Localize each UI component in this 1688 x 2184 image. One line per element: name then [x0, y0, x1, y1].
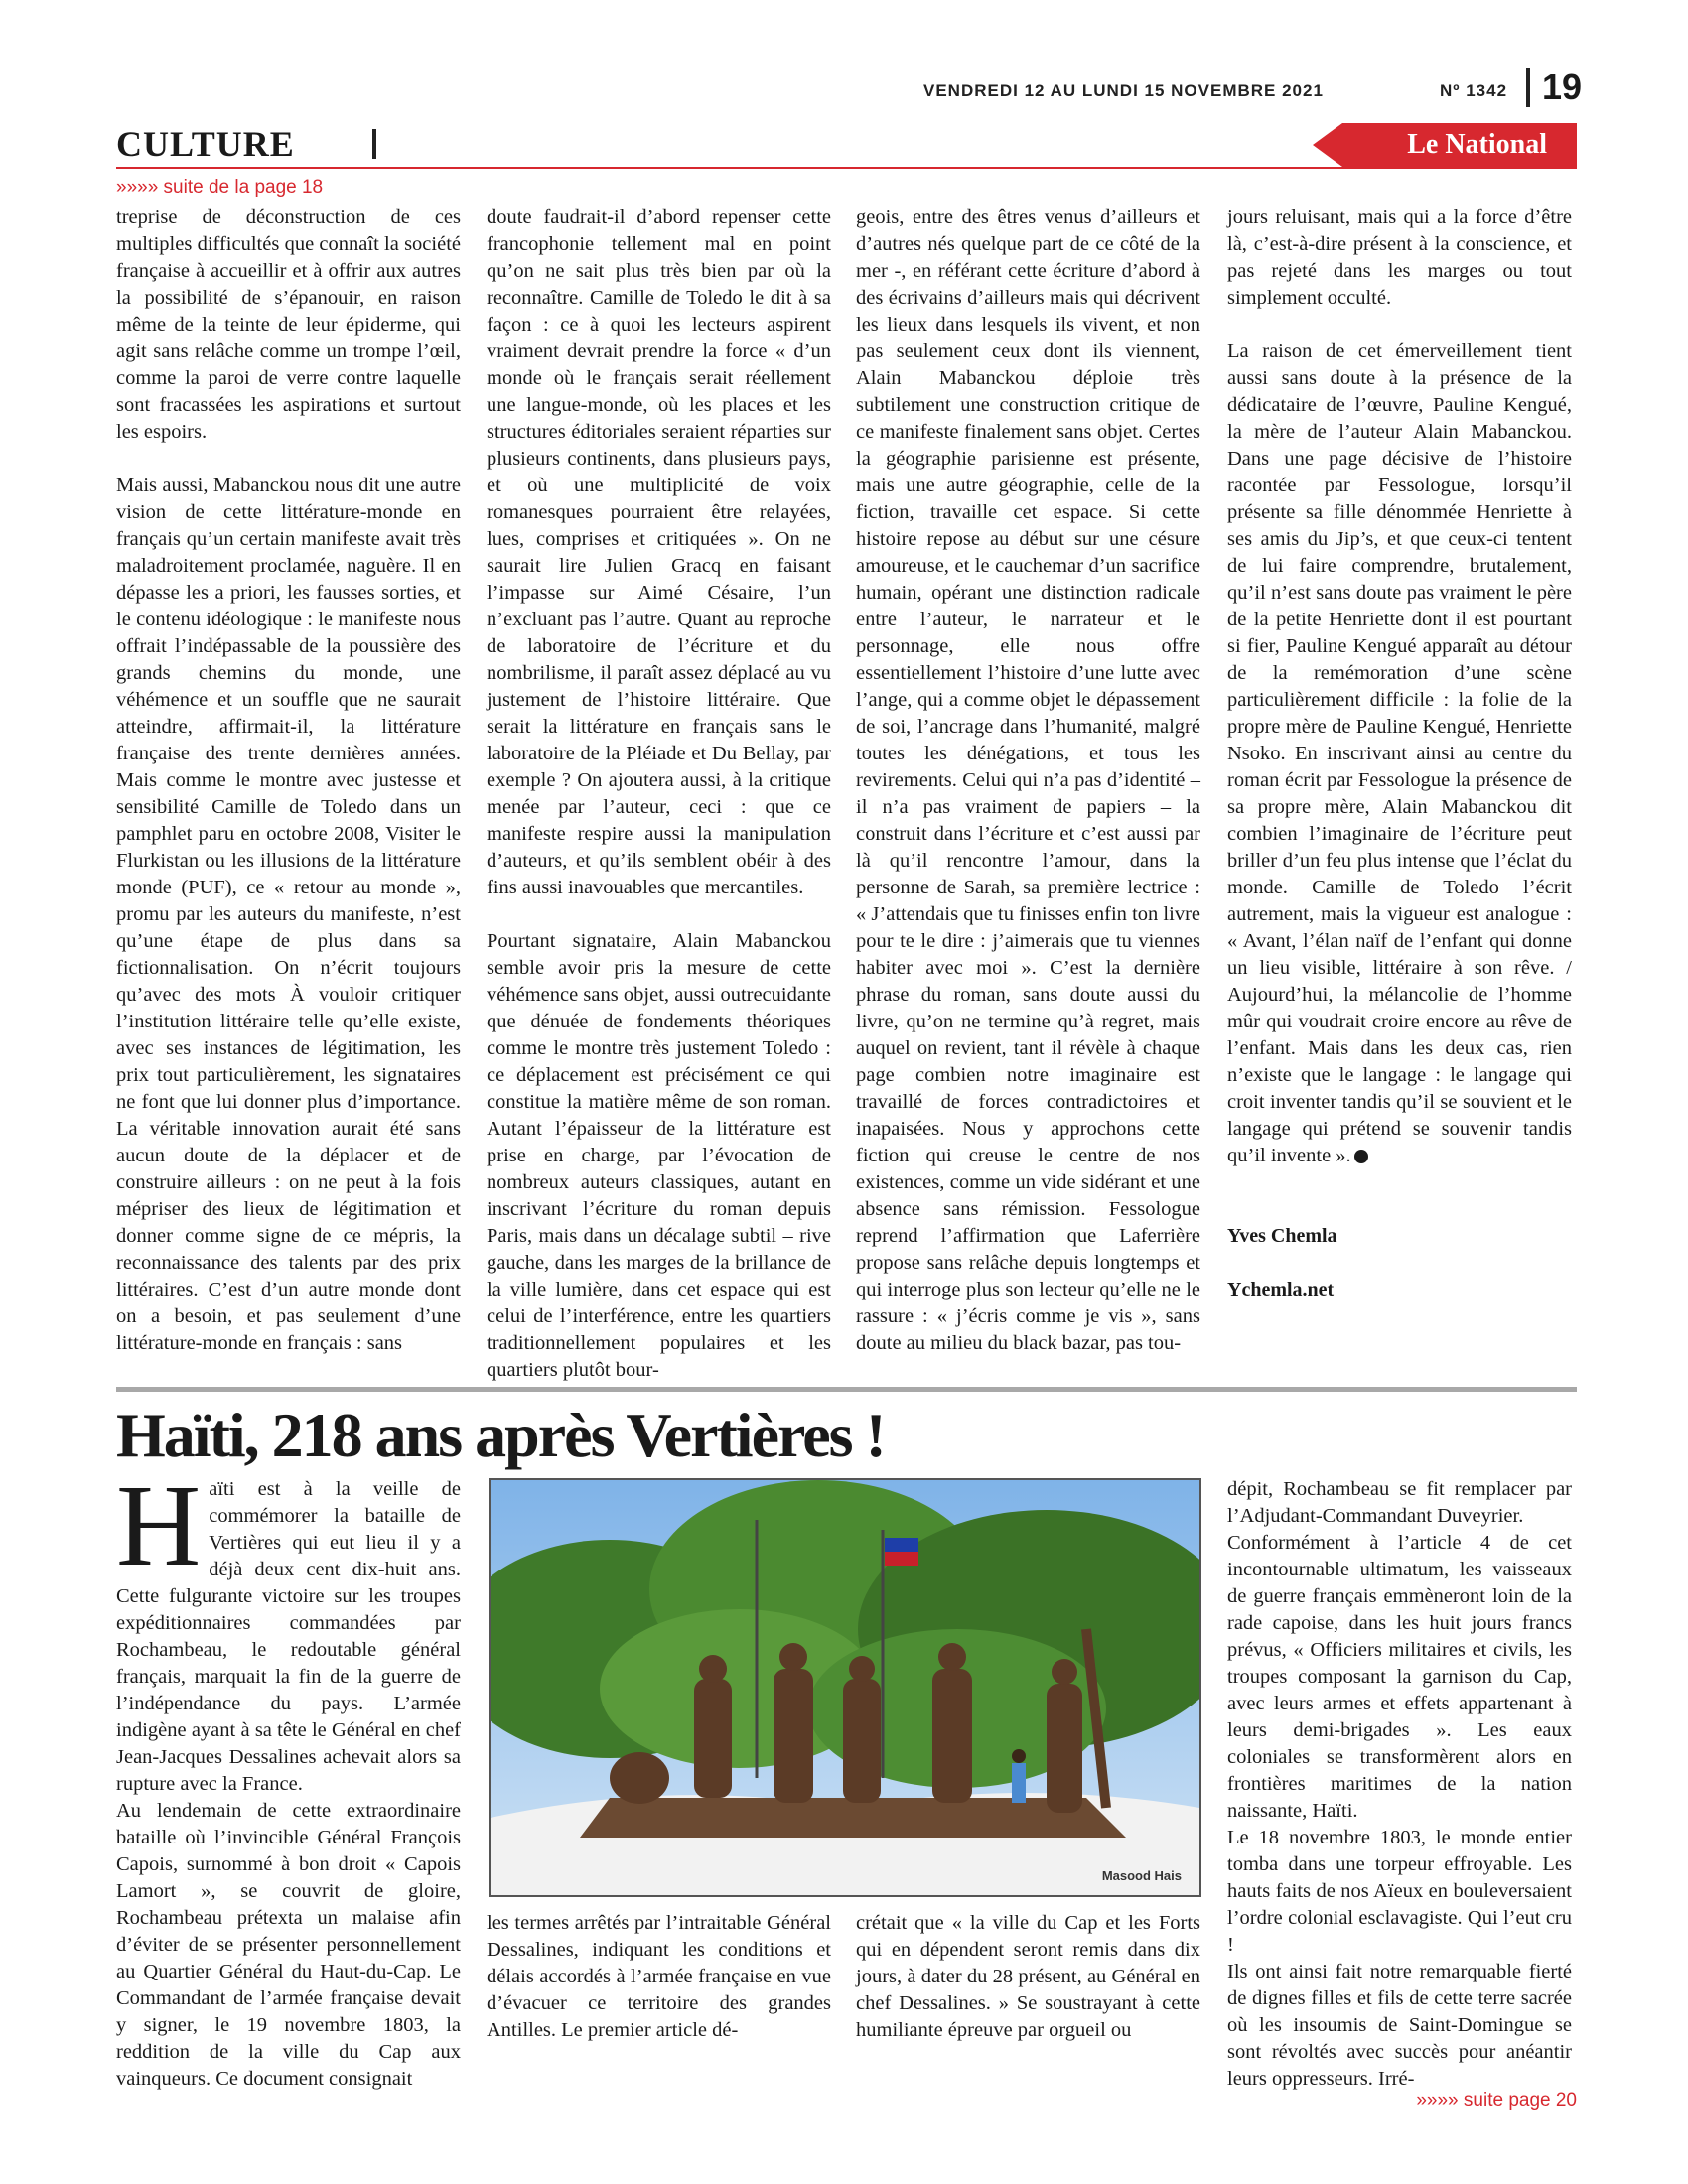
photo-credit: Masood Hais [1101, 1868, 1182, 1883]
bottom-article-col-4 [1227, 1476, 1572, 2093]
top-article-col-1 [116, 205, 461, 1357]
paragraph: Mais aussi, Mabanckou nous dit une autre vision de cette littérature-monde en français qu’un certain manifeste avait très maladroitement proclamée, naguère. Il en dépasse les a priori, les fausses sorties, et le contenu idéologique : le manifeste nous offrait l’indépassable de la poussière des grands chemins du monde, une véhémence et un souffle que ne saurait atteindre, affirmait-il, la littérature française des trente dernières années. Mais comme le montre avec justesse et sensibilité Camille de Toledo dans un pamphlet paru en octobre 2008, Visiter le Flurkistan ou les illusions de la littérature monde (PUF), ce « retour au monde », promu par les auteurs du manifeste, n’est qu’une étape de plus dans sa fictionnalisation. On n’écrit toujours qu’avec des mots À vouloir critiquer l’institution littéraire telle qu’elle existe, avec ses instances de légitimation, les prix tout particulièrement, les signataires ne font que lui donner plus d’importance. La véritable innovation aurait été sans aucun doute de la déplacer et de construire ailleurs : on ne peut à la fois mépriser des lieux de légitimation et donner comme signe de ce mépris, la reconnaissance des talents par des prix littéraires. C’est d’un autre monde dont on a besoin, et pas seulement d’une littérature-monde en français : sans [116, 475, 461, 1354]
paragraph: Ils ont ainsi fait notre remarquable fierté de dignes filles et fils de cette terre sacrée où les insoumis de Saint-Domingue se sont révoltés avec succès pour anéantir leurs oppresseurs. Irré- [1227, 1961, 1572, 2090]
header-rule [116, 167, 1577, 169]
paragraph-text: La raison de cet émerveillement tient aussi sans doute à la présence de la dédicataire de l’œuvre, Pauline Kengué, la mère de l’auteur Alain Mabanckou. Dans une page décisive de l’histoire racontée par Fessologue, lorsqu’il présente sa fille dénommée Henriette à ses amis du Jip’s, et que ceux-ci tentent de lui faire comprendre, brutalement, qu’il n’est sans doute pas vraiment le père de la petite Henriette dont il est pourtant si fier, Pauline Kengué apparaît au détour de la remémoration d’une scène particulièrement difficile : la folie de la propre mère de Pauline Kengué, Henriette Nsoko. En inscrivant ainsi au centre du roman écrit par Fessologue la présence de sa propre mère, Alain Mabanckou dit combien l’imaginaire de l’écriture peut briller d’un feu plus intense que l’éclat du monde. Camille de Toledo l’écrit autrement, mais la vigueur est analogue : « Avant, l’élan naïf de l’enfant qui donne un lieu visible, littéraire à son rêve. / Aujourd’hui, la mélancolie de l’homme mûr qui voudrait croire encore au rêve de l’enfant. Mais dans les deux cas, rien n’existe que le langage : le langage qui croit inventer tandis qu’il se souvient et le langage qui prétend se souvenir tandis qu’il invente ». [1227, 341, 1572, 1166]
drop-cap: H [116, 1460, 202, 1590]
paragraph: geois, entre des êtres venus d’ailleurs et d’autres nés quelque part de ce côté de la mer -, en référant cette écriture d’abord à des écrivains d’ailleurs mais qui décrivent les lieux dans lesquels ils vivent, et non pas seulement ceux dont ils viennent, Alain Mabanckou déploie très subtilement une construction critique de ce manifeste finalement sans objet. Certes la géographie parisienne est présente, mais une autre géographie, celle de la fiction, travaille cet espace. Si cette histoire repose au début sur une césure amoureuse, et le cauchemar d’un sacrifice humain, opérant une distinction radicale entre l’auteur, le narrateur et le personnage, elle nous offre essentiellement l’histoire d’une lutte avec l’ange, qui a comme objet le dépassement de soi, l’ancrage dans l’humanité, malgré toutes les dénégations, et tous les revirements. Celui qui n’a pas d’identité – il n’a pas vraiment de papiers – la construit dans l’écriture et c’est aussi par là qu’il rencontre l’amour, dans la personne de Sarah, sa première lectrice : « J’attendais que tu finisses enfin ton livre pour te le dire : j’aimerais que tu viennes habiter avec moi ». C’est la dernière phrase du roman, sans doute aussi du livre, qu’on ne termine qu’à regret, mais auquel on revient, tant il révèle à chaque page combien notre imaginaire est travaillé de forces contradictoires et inapaisées. Nous y approchons cette fiction qui creuse le centre de nos existences, comme un vide sidérant et une absence sans rémission. Fessologue reprend l’affirmation que Laferrière propose sans relâche depuis longtemps et qui interroge plus son lecteur qu’elle ne le rassure : « j’écris comme je vis », sans doute au milieu du black bazar, pas tou- [856, 206, 1200, 1354]
page-number: 19 [1526, 68, 1582, 107]
paragraph: jours reluisant, mais qui a la force d’être là, c’est-à-dire présent à la conscience, et pas rejeté dans les marges ou tout simplement occulté. [1227, 206, 1572, 309]
paragraph: Le 18 novembre 1803, le monde entier tomba dans une torpeur effroyable. Les hauts faits de nos Aïeux en bouleversaient l’ordre colonial esclavagiste. Qui l’eut cru ! [1227, 1827, 1572, 1956]
lead-paragraph [116, 1460, 461, 1798]
paragraph: Au lendemain de cette extraordinaire bataille où l’invincible Général François Capois, surnommé à bon droit « Capois Lamort », se couvrit de gloire, Rochambeau prétexta un malaise afin d’éviter de se présenter personnellement au Quartier Général du Haut-du-Cap. Le Commandant de l’armée française devait y signer, le 19 novembre 1803, la reddition de la ville du Cap aux vainqueurs. Ce document consignait [116, 1800, 461, 2090]
end-of-article-icon [1354, 1150, 1368, 1163]
brand-logo: Le National [1342, 123, 1577, 167]
paragraph: Conformément à l’article 4 de cet incontournable ultimatum, les vaisseaux de guerre français emmèneront loin de la rade capoise, dans les huit jours francs prévus, « Officiers militaires et civils, les troupes composant la garnison du Cap, avec leurs armes et effets appartenant à leurs demi-brigades ». Les eaux coloniales se transformèrent alors en frontières maritimes de la nation naissante, Haïti. [1227, 1532, 1572, 1822]
brand-tab-shape [1313, 123, 1342, 167]
top-article-col-4 [1227, 205, 1572, 1303]
continued-to-link[interactable]: »»»» suite page 20 [1416, 2090, 1577, 2111]
paragraph-with-endmark [1227, 339, 1572, 1169]
bottom-article-col-2 [487, 1910, 831, 2044]
date-text: VENDREDI 12 AU LUNDI 15 NOVEMBRE 2021 [923, 81, 1324, 100]
top-article-col-2 [487, 205, 831, 1384]
paragraph-text: aïti est à la veille de commémorer la bataille de Vertières qui eut lieu il y a déjà deux cent dix-huit ans. Cette fulgurante victoire sur les troupes expéditionnaires commandées par Rochambeau, le redoutable général français, marquait la fin de la guerre de l’indépendance du pays. L’armée indigène ayant à sa tête le Général en chef Jean-Jacques Dessalines achevait alors sa rupture avec la France. [116, 1478, 461, 1795]
section-title: CULTURE [116, 124, 295, 164]
article-headline: Haïti, 218 ans après Vertières ! [116, 1400, 885, 1470]
author-name: Yves Chemla [1227, 1225, 1337, 1247]
header-date-line [923, 81, 1509, 101]
monument-photo [489, 1478, 1201, 1897]
section-divider [372, 129, 376, 159]
article-divider [116, 1387, 1577, 1392]
top-article-col-3 [856, 205, 1200, 1357]
paragraph: Pourtant signataire, Alain Mabanckou semble avoir pris la mesure de cette véhémence sans objet, aussi outrecuidante que dénuée de fondements théoriques comme le montre très justement Toledo : ce déplacement est précisément ce qui constitue la matière même de son roman. Autant l’épaisseur de la littérature est prise en charge, par l’évocation de nombreux auteurs classiques, autant en inscrivant l’écriture du roman depuis Paris, mais dans un décalage subtil – rive gauche, dans les marges de la brillance de la ville lumière, dans cet espace qui est celui de l’interférence, entre les quartiers traditionnellement populaires et les quartiers plutôt bour- [487, 930, 831, 1381]
paragraph: crétait que « la ville du Cap et les Forts qui en dépendent seront remis dans dix jours, à dater du 28 présent, au Général en chef Dessalines. » Se soustrayant à cette humiliante épreuve par orgueil ou [856, 1912, 1200, 2041]
paragraph: treprise de déconstruction de ces multiples difficultés que connaît la société française à accueillir et à offrir aux autres la possibilité de s’épanouir, en raison même de la teinte de leur épiderme, qui agit sans relâche comme un trompe l’œil, comme la paroi de verre contre laquelle sont fracassées les aspirations et surtout les espoirs. [116, 206, 461, 443]
monument-photo-illustration [491, 1480, 1199, 1895]
paragraph: les termes arrêtés par l’intraitable Général Dessalines, indiquant les conditions et délais accordés à l’armée française en vue d’évacuer ce territoire des grandes Antilles. Le premier article dé- [487, 1912, 831, 2041]
issue-number: Nº 1342 [1440, 81, 1508, 100]
bottom-article-col-1 [116, 1460, 461, 2093]
paragraph: doute faudrait-il d’abord repenser cette francophonie tellement mal en point qu’on ne sait plus très bien par où la reconnaître. Camille de Toledo le dit à sa façon : ce à quoi les lecteurs aspirent vraiment devrait prendre la force « d’un monde où le français serait réellement une langue-monde, où les places et les structures éditoriales seraient réparties sur plusieurs continents, dans plusieurs pays, et où une multiplicité de voix romanesques pourraient être relayées, lues, comprises et critiquées ». On ne saurait lire Julien Gracq en faisant l’impasse sur Aimé Césaire, l’un n’excluant pas l’autre. Quant au reproche de laboratoire de l’écriture et du nombrilisme, il paraît assez déplacé au vu justement de l’histoire littéraire. Que serait la littérature en français sans le laboratoire de la Pléiade et Du Bellay, par exemple ? On ajoutera aussi, à la critique menée par l’auteur, ceci : que ce manifeste respire aussi la manipulation d’auteurs, et qu’ils semblent obéir à des fins aussi inavouables que mercantiles. [487, 206, 831, 898]
bottom-article-col-3 [856, 1910, 1200, 2044]
paragraph: dépit, Rochambeau se fit remplacer par l’Adjudant-Commandant Duveyrier. [1227, 1478, 1572, 1527]
continued-from-note: »»»» suite de la page 18 [116, 177, 324, 198]
author-website: Ychemla.net [1227, 1279, 1335, 1300]
